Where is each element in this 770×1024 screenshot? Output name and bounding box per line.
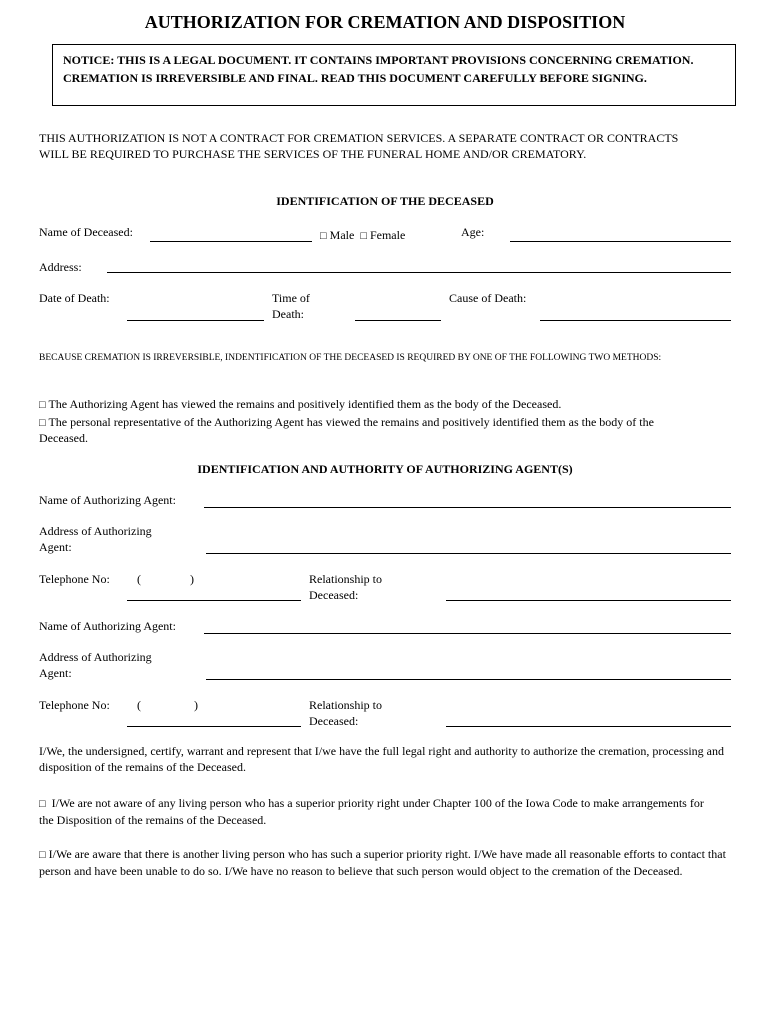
document-title: AUTHORIZATION FOR CREMATION AND DISPOSITION [144,12,626,32]
gender-options [320,227,405,244]
agent1-relationship-label-line1: Relationship to [309,572,382,586]
agent2-area-code-open: ( [137,698,141,712]
age-field[interactable] [510,241,731,242]
deceased-name-field[interactable] [150,241,312,242]
aware-text: I/We are aware that there is another living person who has such a superior priority right. I/We have made all reasonable efforts to contact that person and have been unable to do so. I/We have no reason to believe that such person would object to the cremation of the Deceased. [39,847,726,878]
agent1-relationship-field[interactable] [446,600,731,601]
representative-viewed-checkbox[interactable]: □ [39,417,46,429]
male-label: Male [329,228,355,242]
cause-of-death-label: Cause of Death: [449,291,527,305]
agent2-relationship-field[interactable] [446,726,731,727]
notice-box [52,44,736,106]
agent1-telephone-label: Telephone No: [39,572,110,586]
age-label: Age: [461,225,485,239]
deceased-section-heading: IDENTIFICATION OF THE DECEASED [276,194,494,208]
aware-statement [39,846,729,879]
agent1-name-field[interactable] [204,507,731,508]
female-checkbox[interactable]: □ [360,230,367,242]
agent2-address-label-line1: Address of Authorizing [39,650,152,664]
agent2-relationship-label-line2: Deceased: [309,714,359,728]
agent2-telephone-field[interactable] [127,726,301,727]
agent2-name-label: Name of Authorizing Agent: [39,619,176,633]
viewed-remains-checkbox[interactable]: □ [39,399,46,411]
identification-option-2-continued: Deceased. [39,431,88,445]
female-label: Female [369,228,406,242]
certification-statement: I/We, the undersigned, certify, warrant and represent that I/we have the full legal right and authority to authorize the cremation, processing and disposition of the remains of the Deceased. [39,744,725,774]
agent1-area-code-close: ) [190,572,194,586]
identification-option-1 [39,396,561,413]
time-of-death-label-line2: Death: [272,307,304,321]
agent1-address-label-line2: Agent: [39,540,72,554]
agent2-address-field[interactable] [206,679,731,680]
agent1-telephone-field[interactable] [127,600,301,601]
identification-option-2-text: The personal representative of the Authorizing Agent has viewed the remains and positively identified them as the body of the [48,415,654,429]
agents-section-heading: IDENTIFICATION AND AUTHORITY OF AUTHORIZING AGENT(S) [197,462,573,476]
identification-option-1-text: The Authorizing Agent has viewed the remains and positively identified them as the body of the Deceased. [48,397,562,411]
male-checkbox[interactable]: □ [320,230,327,242]
agent1-relationship-label-line2: Deceased: [309,588,359,602]
agent1-address-field[interactable] [206,553,731,554]
agent1-address-label-line1: Address of Authorizing [39,524,152,538]
deceased-name-label: Name of Deceased: [39,225,133,239]
aware-checkbox[interactable]: □ [39,849,46,861]
time-of-death-field[interactable] [355,320,441,321]
contract-disclaimer: THIS AUTHORIZATION IS NOT A CONTRACT FOR CREMATION SERVICES. A SEPARATE CONTRACT OR CONTRACTS WILL BE REQUIRED TO PURCHASE THE SERVICES OF THE FUNERAL HOME AND/OR CREMATORY. [39,131,679,161]
address-field[interactable] [107,272,731,273]
agent1-area-code-open: ( [137,572,141,586]
identification-option-2 [39,414,654,431]
date-of-death-label: Date of Death: [39,291,110,305]
agent2-address-label-line2: Agent: [39,666,72,680]
cause-of-death-field[interactable] [540,320,731,321]
agent2-area-code-close: ) [194,698,198,712]
agent1-name-label: Name of Authorizing Agent: [39,493,176,507]
not-aware-statement [39,795,719,828]
identification-requirement: BECAUSE CREMATION IS IRREVERSIBLE, INDENTIFICATION OF THE DECEASED IS REQUIRED BY ONE OF THE FOLLOWING TWO METHODS: [39,353,662,363]
agent2-name-field[interactable] [204,633,731,634]
not-aware-checkbox[interactable]: □ [39,798,46,810]
address-label: Address: [39,260,82,274]
not-aware-text: I/We are not aware of any living person who has a superior priority right under Chapter 100 of the Iowa Code to make arrangements for the Disposition of the remains of the Deceased. [39,796,704,827]
notice-text: NOTICE: THIS IS A LEGAL DOCUMENT. IT CONTAINS IMPORTANT PROVISIONS CONCERNING CREMATION. CREMATION IS IRREVERSIBLE AND FINAL. READ THIS DOCUMENT CAREFULLY BEFORE SIGNING. [63,53,694,85]
agent2-relationship-label-line1: Relationship to [309,698,382,712]
date-of-death-field[interactable] [127,320,264,321]
agent2-telephone-label: Telephone No: [39,698,110,712]
time-of-death-label-line1: Time of [272,291,310,305]
